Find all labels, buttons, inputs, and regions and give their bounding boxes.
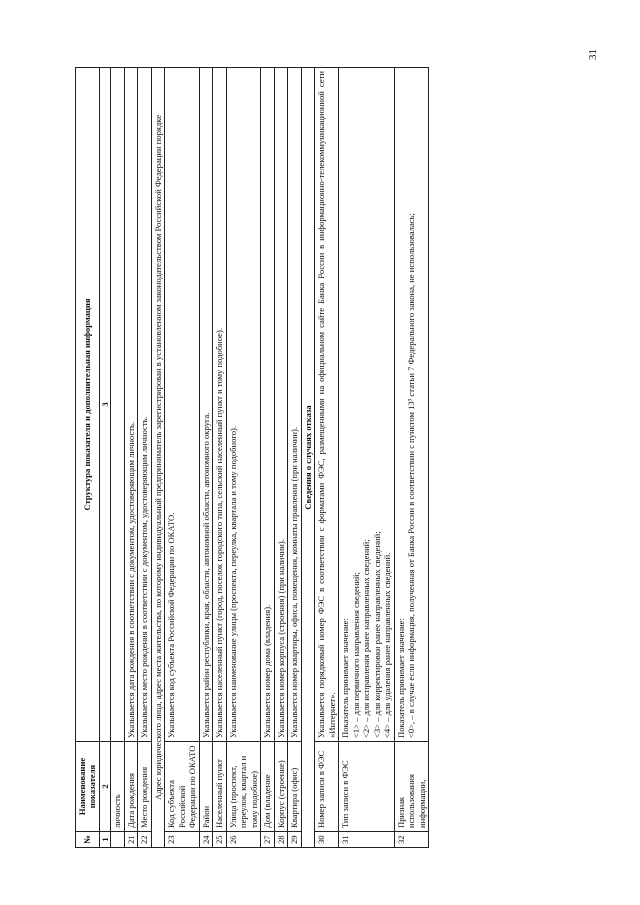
row-desc: Указывается номер корпуса (строения) (при наличии). (274, 68, 287, 742)
row-num: 23 (165, 832, 199, 848)
desc-line: <0>, – в случае если информация, полученная от Банка России в соответствии с пунктом 13³ статьи 7 Федерального закона, не использовалась; (406, 213, 417, 738)
table-row (138, 68, 151, 848)
row-name: Корпус (строение) (274, 742, 287, 832)
header-name: Наименование показателя (76, 742, 100, 832)
table-row (394, 68, 428, 848)
row-num: 24 (199, 832, 212, 848)
address-span-row (151, 68, 164, 848)
column-index-1: 1 (99, 832, 110, 848)
row-num: 31 (339, 832, 394, 848)
row-name: Дом (владение (261, 742, 274, 832)
header-row (76, 68, 100, 848)
row-name: личность (111, 742, 124, 832)
table-row (339, 68, 394, 848)
section-title: Сведения о случаях отказа (301, 68, 314, 848)
row-desc (339, 68, 394, 742)
row-desc: Указывается район республики, края, области, автономной области, автономного округа. (199, 68, 212, 742)
row-num (111, 832, 124, 848)
row-desc: Указывается место рождения в соответствии с документом, удостоверяющим личность. (138, 68, 151, 742)
desc-line: Показатель принимает значение: (395, 618, 406, 738)
page-number: 31 (587, 49, 599, 60)
table-row (315, 68, 339, 848)
desc-line: <4> – для удаления ранее направленных сведений. (382, 552, 393, 738)
header-num: № (76, 832, 100, 848)
table-row (165, 68, 199, 848)
row-desc: Указывается населенный пункт (город, поселок городского типа, сельский населенный пункт и тому подобное). (213, 68, 226, 742)
row-num: 30 (315, 832, 339, 848)
row-name: Место рождения (138, 742, 151, 832)
row-name: Тип записи в ФЭС (339, 742, 394, 832)
row-desc (394, 68, 428, 742)
row-name: Дата рождения (124, 742, 137, 832)
row-num: 26 (226, 832, 260, 848)
desc-line: <2> – для исправления ранее направленных сведений; (361, 539, 372, 738)
row-name: Признак использования информации, (394, 742, 428, 832)
row-name: Район (199, 742, 212, 832)
row-name: Улица (проспект, переулок, квартал и тому подобное) (226, 742, 260, 832)
table-row (274, 68, 287, 848)
row-name: Код субъекта Российской Федерации по ОКАТО (165, 742, 199, 832)
row-name: Населенный пункт (213, 742, 226, 832)
desc-line: Показатель принимает значение: (340, 618, 351, 738)
row-desc: Указывается номер дома (владения). (261, 68, 274, 742)
rotated-table-container (75, 68, 587, 848)
address-span-text: Адрес юридического лица, адрес места жительства, по которому индивидуальный предприниматель зарегистрирован в установленном законодательством Российской Федерации порядке (151, 68, 164, 848)
table-row (261, 68, 274, 848)
section-row (301, 68, 314, 848)
row-name: Квартира (офис) (288, 742, 301, 832)
column-index-row (99, 68, 110, 848)
column-index-3: 3 (99, 68, 110, 742)
row-num: 21 (124, 832, 137, 848)
table-row (199, 68, 212, 848)
row-num: 32 (394, 832, 428, 848)
row-num: 28 (274, 832, 287, 848)
row-num: 25 (213, 832, 226, 848)
column-index-2: 2 (99, 742, 110, 832)
table-row (288, 68, 301, 848)
desc-line: <1> – для первичного направления сведений; (350, 572, 361, 738)
row-name: Номер записи в ФЭС (315, 742, 339, 832)
table-row (213, 68, 226, 848)
row-num: 27 (261, 832, 274, 848)
row-desc: Указывается номер квартиры, офиса, помещения, комнаты правления (при наличии). (288, 68, 301, 742)
row-num: 22 (138, 832, 151, 848)
row-desc: Указывается код субъекта Российской Федерации по ОКАТО. (165, 68, 199, 742)
row-desc (111, 68, 124, 742)
row-desc: Указывается порядковый номер ФЭС в соответствии с форматами ФЭС, размещенными на официальном сайте Банка России в информационно-телекоммуникационной сети «Интернет». (315, 68, 339, 742)
row-desc: Указывается дата рождения в соответствии с документом, удостоверяющим личность. (124, 68, 137, 742)
table-row (124, 68, 137, 848)
table-row (111, 68, 124, 848)
indicator-table (75, 67, 429, 848)
header-structure: Структура показателя и дополнительная информация (76, 68, 100, 742)
row-num: 29 (288, 832, 301, 848)
table-row (226, 68, 260, 848)
desc-line: <3> – для корректировки ранее направленных сведений; (371, 531, 382, 738)
row-desc: Указывается наименование улицы (проспекта, переулка, квартала и тому подобного). (226, 68, 260, 742)
